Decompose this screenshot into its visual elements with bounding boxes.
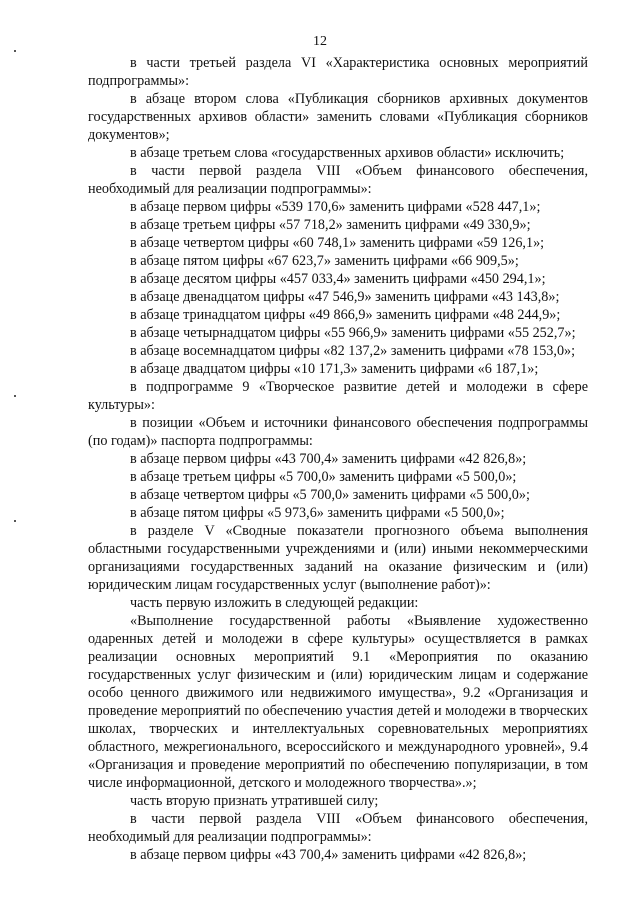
paragraph: в части первой раздела VIII «Объем финансового обеспечения, необходимый для реализации подпрограммы»:: [88, 163, 588, 197]
paragraph: в абзаце первом цифры «539 170,6» заменить цифрами «528 447,1»;: [130, 199, 541, 215]
document-body: [88, 54, 588, 864]
page-number: 12: [313, 34, 327, 49]
paragraph: в части первой раздела VIII «Объем финансового обеспечения, необходимый для реализации подпрограммы»:: [88, 811, 588, 845]
margin-mark: [14, 520, 16, 522]
paragraph: в абзаце втором слова «Публикация сборников архивных документов государственных архивов области» заменить словами «Публикация сборников документов»;: [88, 91, 588, 143]
margin-mark: [14, 395, 16, 397]
paragraph: в абзаце третьем цифры «57 718,2» заменить цифрами «49 330,9»;: [130, 217, 531, 233]
paragraph: в абзаце четырнадцатом цифры «55 966,9» заменить цифрами «55 252,7»;: [130, 325, 576, 341]
paragraph: в абзаце тринадцатом цифры «49 866,9» заменить цифрами «48 244,9»;: [130, 307, 561, 323]
margin-mark: [14, 50, 16, 52]
paragraph: часть вторую признать утратившей силу;: [130, 793, 379, 809]
paragraph: в абзаце двенадцатом цифры «47 546,9» заменить цифрами «43 143,8»;: [130, 289, 560, 305]
paragraph: в абзаце четвертом цифры «60 748,1» заменить цифрами «59 126,1»;: [130, 235, 545, 251]
paragraph: в позиции «Объем и источники финансового обеспечения подпрограммы (по годам)» паспорта подпрограммы:: [88, 415, 588, 449]
paragraph: в части третьей раздела VI «Характеристика основных мероприятий подпрограммы»:: [88, 55, 588, 89]
paragraph: в абзаце пятом цифры «67 623,7» заменить цифрами «66 909,5»;: [130, 253, 519, 269]
paragraph: часть первую изложить в следующей редакции:: [130, 595, 419, 611]
paragraph: «Выполнение государственной работы «Выявление художественно одаренных детей и молодежи в сфере культуры» осуществляется в рамках реализации основных мероприятий 9.1 «Мероприятия по оказанию государственных услуг физическим и (или) юридическим лицам и содержание особо ценного движимого или недвижимого имущества», 9.2 «Организация и проведение мероприятий по обеспечению участия детей и молодежи в творческих школах, творческих и интеллектуальных соревновательных мероприятиях областного, межрегионального, всероссийского и международного уровней», 9.4 «Организация и проведение мероприятий по обеспечению популяризации, в том числе информационной, детского и молодежного творчества».»;: [88, 613, 588, 791]
paragraph: в абзаце первом цифры «43 700,4» заменить цифрами «42 826,8»;: [130, 847, 527, 863]
paragraph: в абзаце третьем слова «государственных архивов области» исключить;: [130, 145, 565, 161]
paragraph: в абзаце четвертом цифры «5 700,0» заменить цифрами «5 500,0»;: [130, 487, 530, 503]
paragraph: в абзаце восемнадцатом цифры «82 137,2» заменить цифрами «78 153,0»;: [130, 343, 576, 359]
paragraph: в абзаце десятом цифры «457 033,4» заменить цифрами «450 294,1»;: [130, 271, 546, 287]
paragraph: в абзаце третьем цифры «5 700,0» заменить цифрами «5 500,0»;: [130, 469, 517, 485]
paragraph: в абзаце пятом цифры «5 973,6» заменить цифрами «5 500,0»;: [130, 505, 505, 521]
paragraph: в абзаце двадцатом цифры «10 171,3» заменить цифрами «6 187,1»;: [130, 361, 539, 377]
paragraph: в подпрограмме 9 «Творческое развитие детей и молодежи в сфере культуры»:: [88, 379, 588, 413]
paragraph: в разделе V «Сводные показатели прогнозного объема выполнения областными государственными учреждениями и (или) иными некоммерческими организациями государственных заданий на оказание физическим и (или) юридическим лицам государственных услуг (выполнение работ)»:: [88, 523, 588, 593]
paragraph: в абзаце первом цифры «43 700,4» заменить цифрами «42 826,8»;: [130, 451, 527, 467]
